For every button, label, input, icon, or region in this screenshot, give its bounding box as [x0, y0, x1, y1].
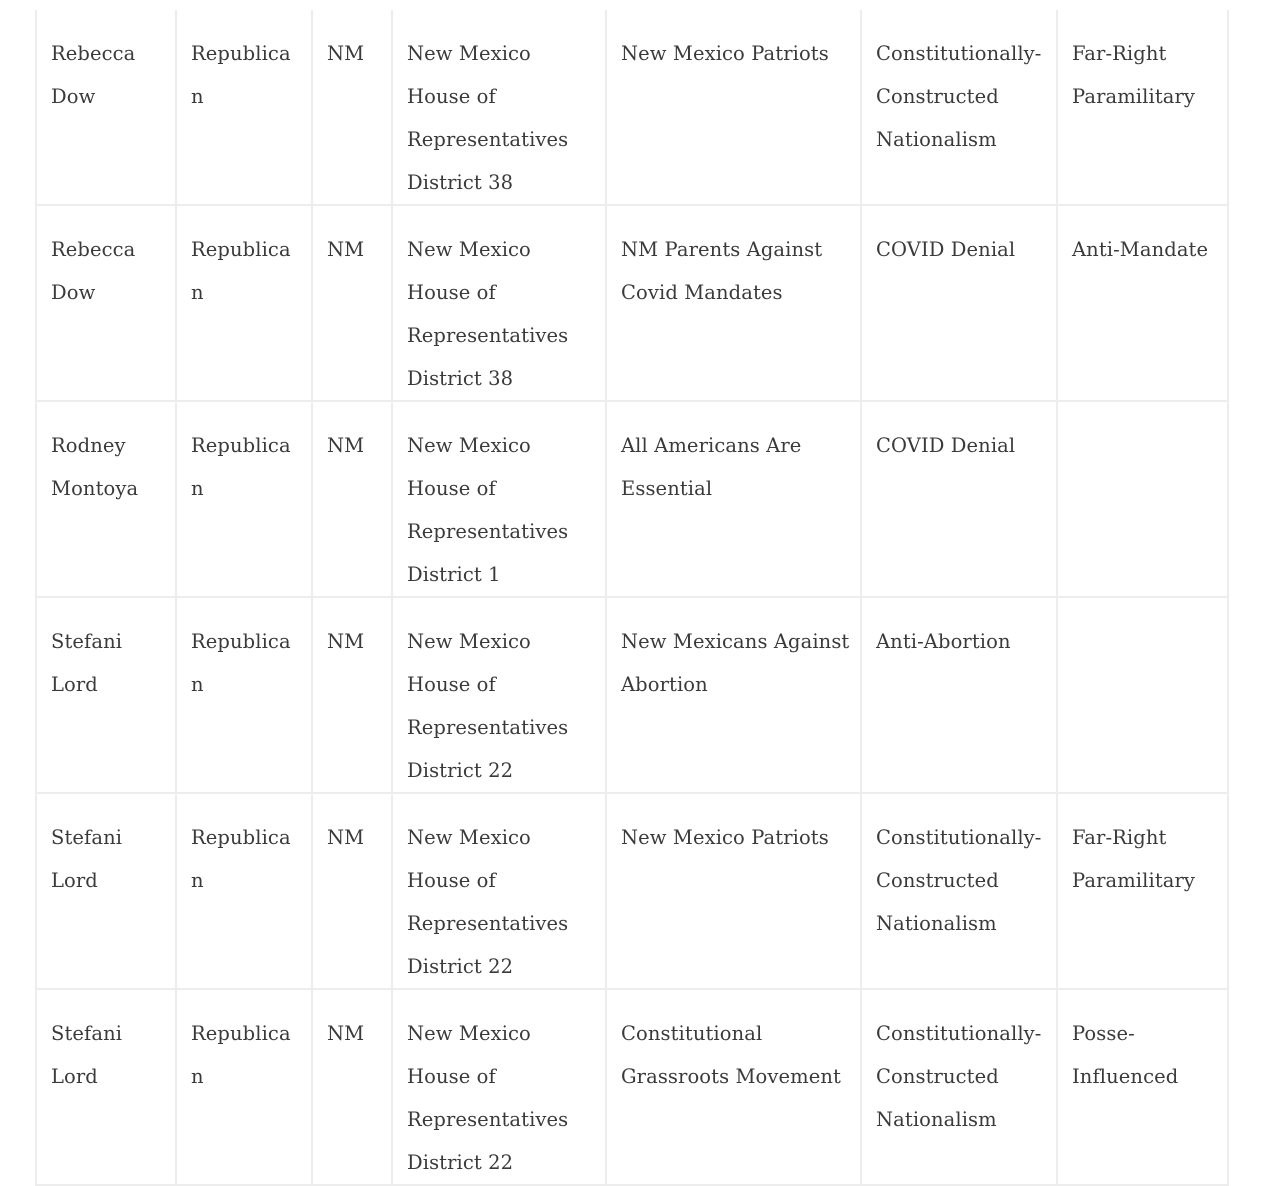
category-cell: [1057, 597, 1228, 793]
group-cell: NM Parents Against Covid Mandates: [606, 205, 861, 401]
group-cell: All Americans Are Essential: [606, 401, 861, 597]
table-row: [36, 989, 1228, 1185]
state-cell: NM: [312, 989, 392, 1185]
ideology-cell: Anti-Abortion: [861, 597, 1057, 793]
category-cell: Posse-Influenced: [1057, 989, 1228, 1185]
group-cell: New Mexicans Against Abortion: [606, 597, 861, 793]
office-cell: New Mexico House of Representatives District 22: [392, 597, 606, 793]
group-cell: New Mexico Patriots: [606, 793, 861, 989]
ideology-cell: COVID Denial: [861, 401, 1057, 597]
party-cell: Republican: [176, 793, 312, 989]
office-cell: New Mexico House of Representatives District 38: [392, 10, 606, 205]
category-cell: Far-Right Paramilitary: [1057, 793, 1228, 989]
state-cell: NM: [312, 10, 392, 205]
party-cell: Republican: [176, 205, 312, 401]
category-cell: [1057, 401, 1228, 597]
office-cell: New Mexico House of Representatives District 22: [392, 989, 606, 1185]
office-cell: New Mexico House of Representatives District 1: [392, 401, 606, 597]
state-cell: NM: [312, 597, 392, 793]
ideology-cell: COVID Denial: [861, 205, 1057, 401]
name-cell: Rebecca Dow: [36, 205, 176, 401]
name-cell: Rebecca Dow: [36, 10, 176, 205]
ideology-cell: Constitutionally-Constructed Nationalism: [861, 10, 1057, 205]
state-cell: NM: [312, 401, 392, 597]
party-cell: Republican: [176, 989, 312, 1185]
table-container: [35, 10, 1227, 1174]
category-cell: Anti-Mandate: [1057, 205, 1228, 401]
table-row: [36, 205, 1228, 401]
table-row: [36, 10, 1228, 205]
party-cell: Republican: [176, 597, 312, 793]
table-row: [36, 401, 1228, 597]
party-cell: Republican: [176, 401, 312, 597]
candidates-table: [35, 10, 1229, 1186]
category-cell: Far-Right Paramilitary: [1057, 10, 1228, 205]
table-row: [36, 597, 1228, 793]
office-cell: New Mexico House of Representatives District 22: [392, 793, 606, 989]
group-cell: Constitutional Grassroots Movement: [606, 989, 861, 1185]
name-cell: Stefani Lord: [36, 793, 176, 989]
table-row: [36, 793, 1228, 989]
name-cell: Stefani Lord: [36, 989, 176, 1185]
ideology-cell: Constitutionally-Constructed Nationalism: [861, 989, 1057, 1185]
party-cell: Republican: [176, 10, 312, 205]
state-cell: NM: [312, 793, 392, 989]
ideology-cell: Constitutionally-Constructed Nationalism: [861, 793, 1057, 989]
group-cell: New Mexico Patriots: [606, 10, 861, 205]
office-cell: New Mexico House of Representatives District 38: [392, 205, 606, 401]
name-cell: Stefani Lord: [36, 597, 176, 793]
name-cell: Rodney Montoya: [36, 401, 176, 597]
state-cell: NM: [312, 205, 392, 401]
